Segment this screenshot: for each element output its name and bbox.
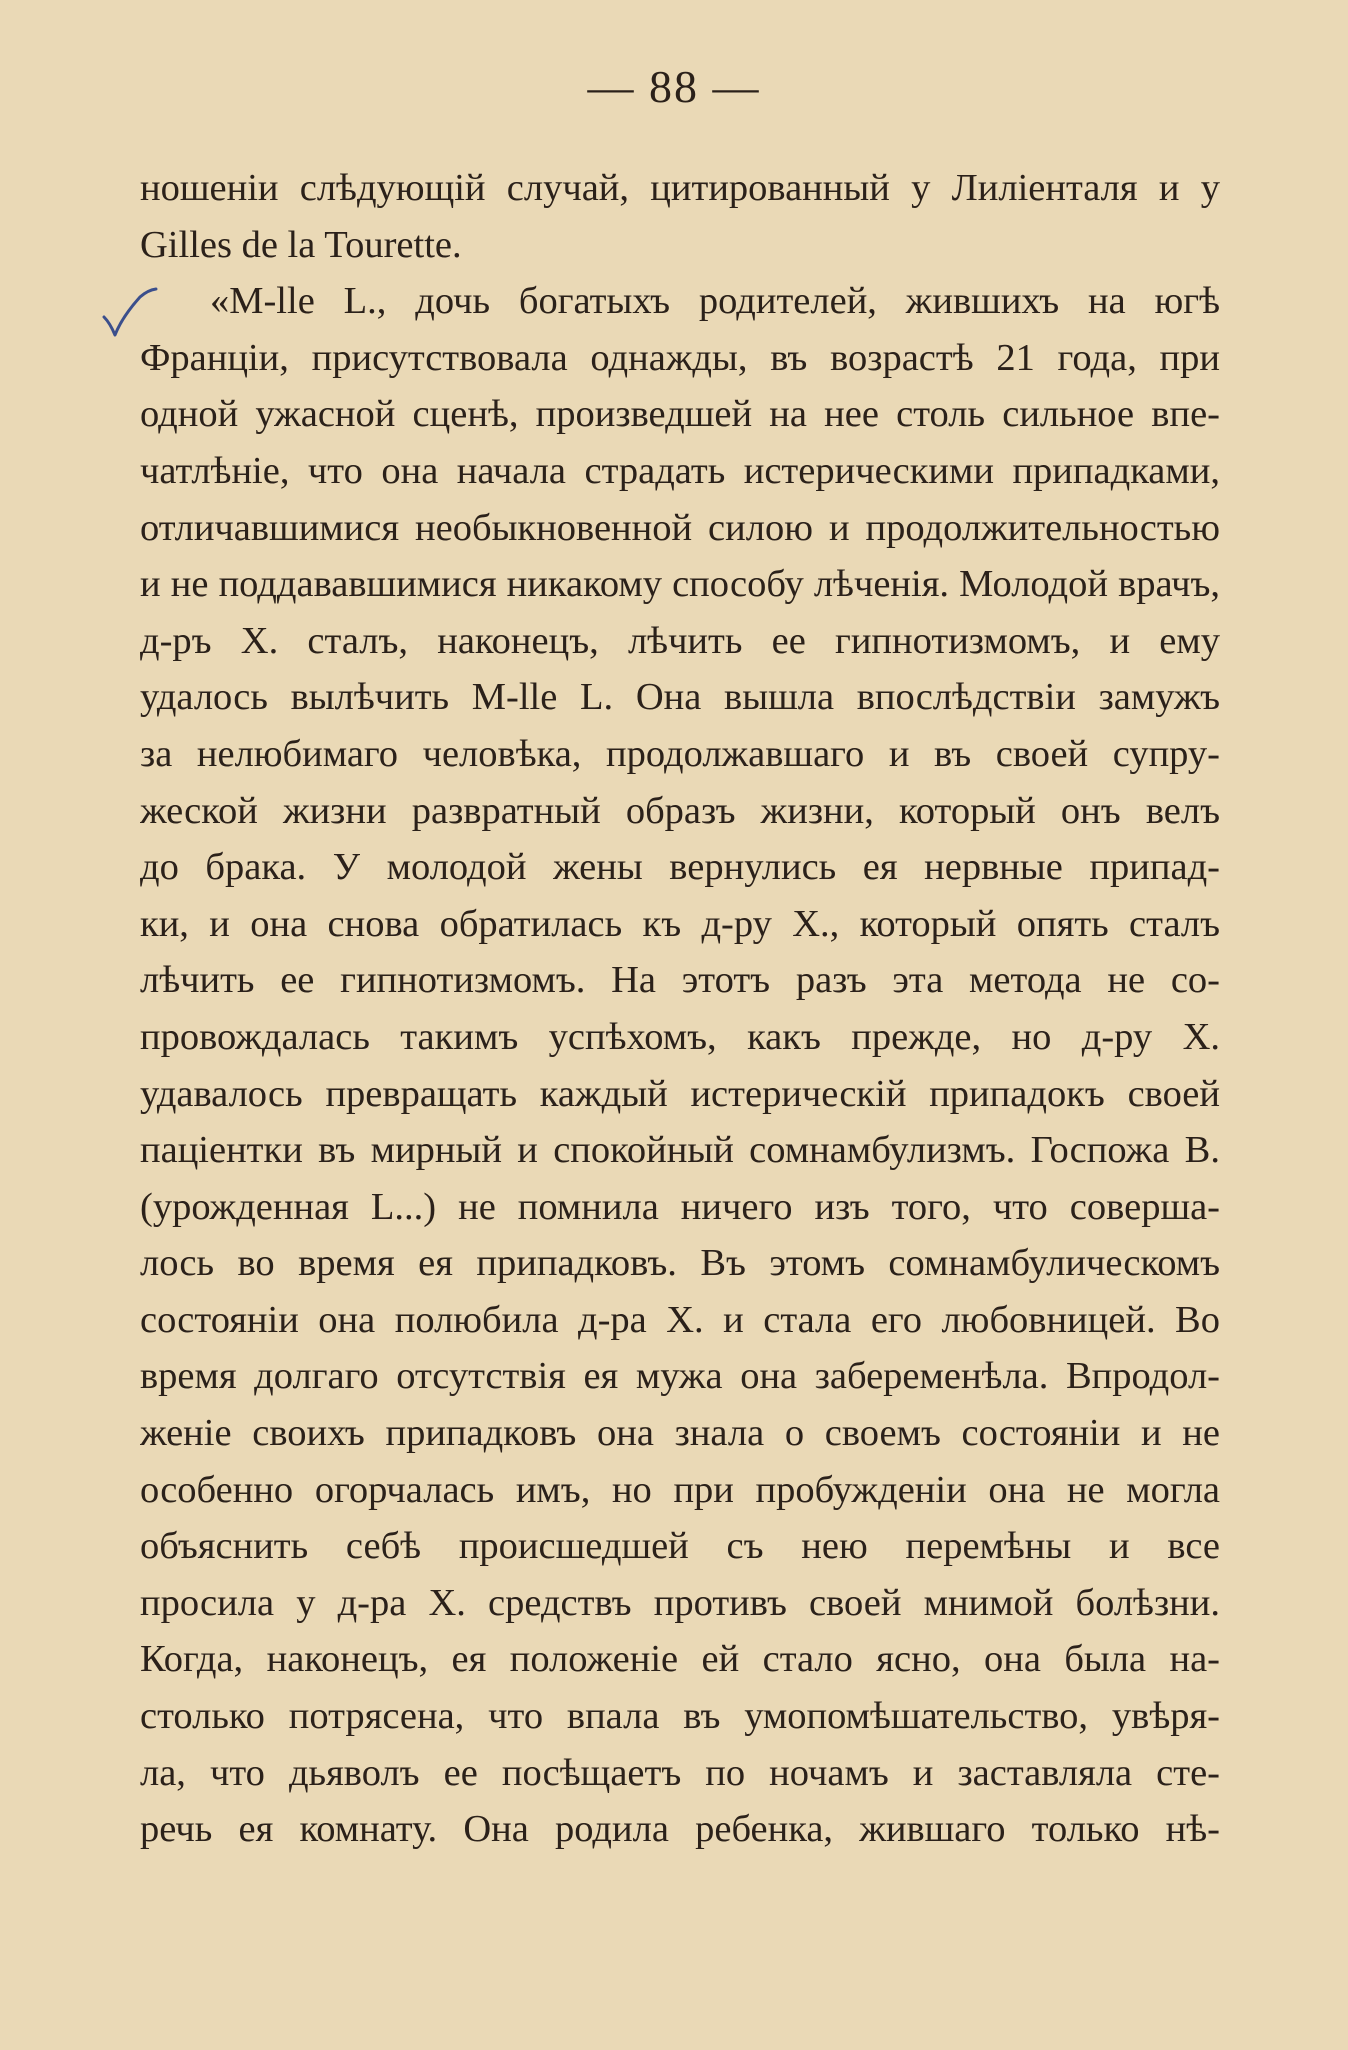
text-line: время долгаго отсутствія ея мужа она забеременѣла. Впродол- [140,1355,1220,1398]
text-line: до брака. У молодой жены вернулись ея нервные припад- [140,846,1220,889]
text-line: столько потрясена, что впала въ умопомѣшательство, увѣря- [140,1695,1220,1738]
text-line: жеской жизни развратный образъ жизни, который онъ велъ [140,789,1220,832]
text-line: ки, и она снова обратилась къ д-ру X., который опять сталъ [140,902,1220,945]
text-line: паціентки въ мирный и спокойный сомнамбулизмъ. Госпожа В. [140,1129,1220,1172]
text-line: просила у д-ра X. средствъ противъ своей мнимой болѣзни. [140,1581,1220,1624]
text-line: отличавшимися необыкновенной силою и продолжительностью [140,506,1220,549]
text-line: женіе своихъ припадковъ она знала о своемъ состояніи и не [140,1412,1220,1455]
text-line: (урожденная L...) не помнила ничего изъ того, что соверша- [140,1185,1220,1228]
text-line: ла, что дьяволъ ее посѣщаетъ по ночамъ и заставляла сте- [140,1751,1220,1794]
text-line: провождалась такимъ успѣхомъ, какъ прежде, но д-ру X. [140,1015,1220,1058]
text-line: за нелюбимаго человѣка, продолжавшаго и въ своей супру- [140,732,1220,775]
text-line: д-ръ X. сталъ, наконецъ, лѣчить ее гипнотизмомъ, и ему [140,619,1220,662]
text-line: «M-lle L., дочь богатыхъ родителей, жившихъ на югѣ [210,280,1220,323]
main-text [140,160,1220,1858]
text-line: чатлѣніе, что она начала страдать истерическими припадками, [140,449,1220,492]
text-line: состояніи она полюбила д-ра X. и стала его любовницей. Во [140,1298,1220,1341]
text-line: Франціи, присутствовала однажды, въ возрастѣ 21 года, при [140,336,1220,379]
text-line: одной ужасной сценѣ, произведшей на нее столь сильное впе- [140,393,1220,436]
text-line: Gilles de la Tourette. [140,223,462,266]
text-line: Когда, наконецъ, ея положеніе ей стало ясно, она была на- [140,1638,1220,1681]
page-number: — 88 — [587,61,761,112]
text-line: объяснить себѣ происшедшей съ нею перемѣны и все [140,1525,1220,1568]
text-line: и не поддававшимися никакому способу лѣченія. Молодой врачъ, [140,563,1220,606]
text-line: особенно огорчалась имъ, но при пробужденіи она не могла [140,1468,1220,1511]
text-line: лось во время ея припадковъ. Въ этомъ сомнамбулическомъ [140,1242,1220,1285]
text-line: речь ея комнату. Она родила ребенка, жившаго только нѣ- [140,1808,1220,1851]
text-line: ношеніи слѣдующій случай, цитированный у Лиліенталя и у [140,167,1220,209]
text-line: лѣчить ее гипнотизмомъ. На этотъ разъ эта метода не со- [140,959,1220,1002]
text-line: удалось вылѣчить M-lle L. Она вышла впослѣдствіи замужъ [140,676,1220,719]
text-line: удавалось превращать каждый истерическій припадокъ своей [140,1072,1220,1115]
